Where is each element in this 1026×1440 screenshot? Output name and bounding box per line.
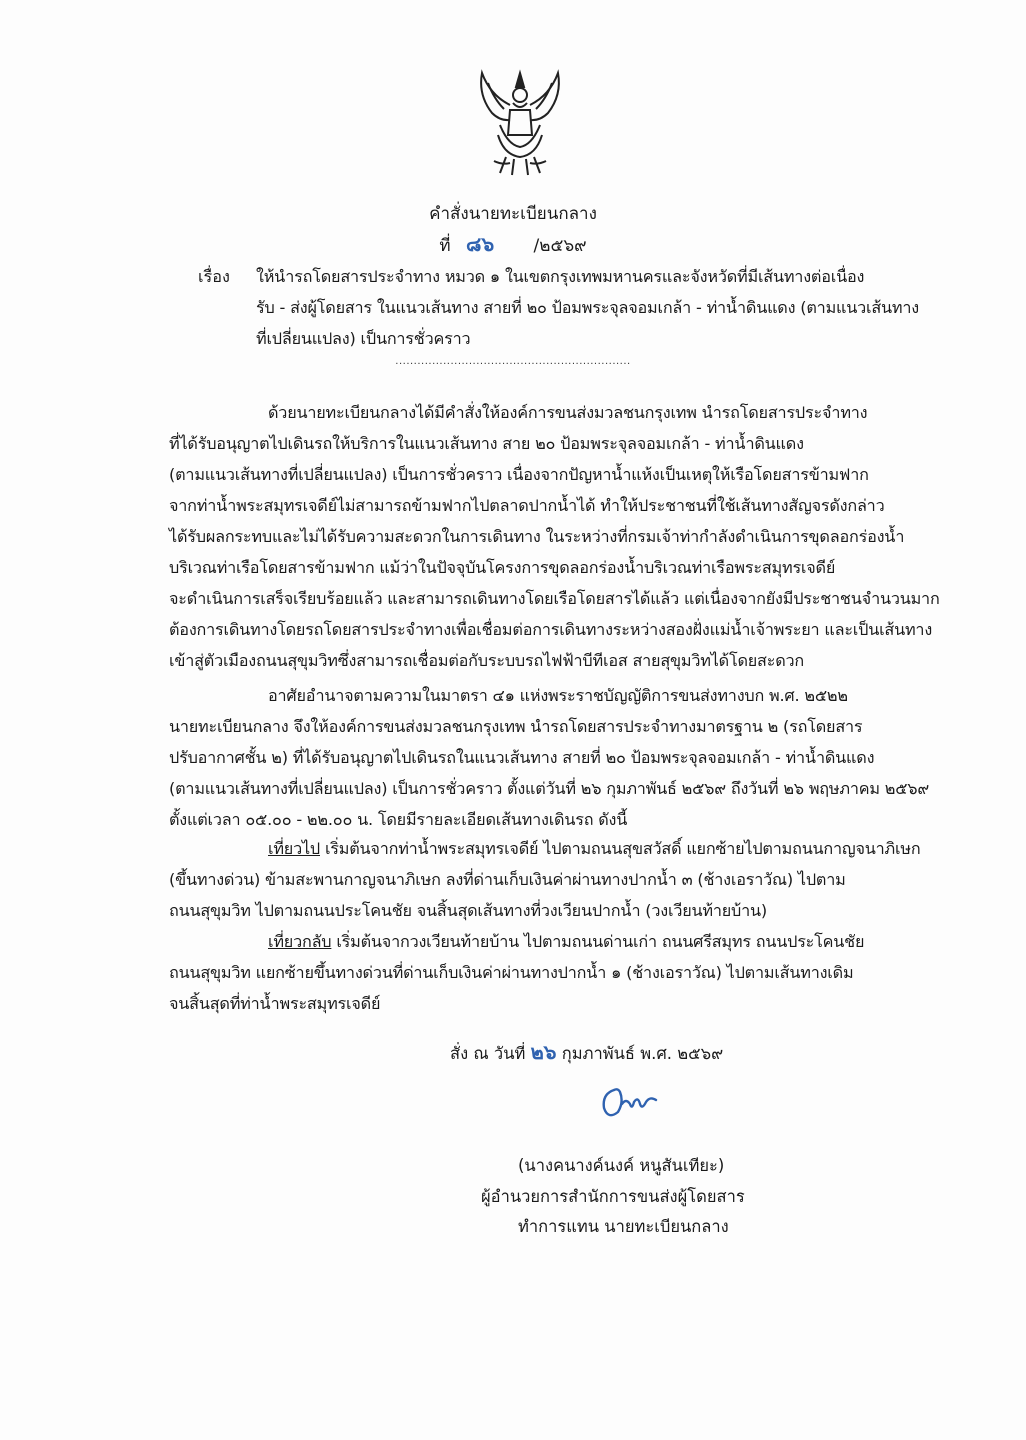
return-text: เริ่มต้นจากวงเวียนท้ายบ้าน ไปตามถนนด่านเก่า ถนนศรีสมุทร ถนนประโคนชัย [331,932,865,951]
document-title: คำสั่งนายทะเบียนกลาง [429,204,597,224]
number-prefix: ที่ [439,236,451,256]
outbound-line: ถนนสุขุมวิท ไปตามถนนประโคนชัย จนสิ้นสุดเส้นทางที่วงเวียนปากน้ำ (วงเวียนท้ายบ้าน) [169,901,767,920]
document-number [0,228,1026,260]
subject-label: เรื่อง [198,267,230,286]
paragraph1-line: ต้องการเดินทางโดยรถโดยสารประจำทางเพื่อเชื่อมต่อการเดินทางระหว่างสองฝั่งแม่น้ำเจ้าพระยา และเป็นเส้นทาง [169,620,933,639]
paragraph1-line: ด้วยนายทะเบียนกลางได้มีคำสั่งให้องค์การขนส่งมวลชนกรุงเทพ นำรถโดยสารประจำทาง [268,403,868,422]
paragraph2-line: (ตามแนวเส้นทางที่เปลี่ยนแปลง) เป็นการชั่วคราว ตั้งแต่วันที่ ๒๖ กุมภาพันธ์ ๒๕๖๙ ถึงวันที่ ๒๖ พฤษภาคม ๒๕๖๙ [169,779,930,798]
paragraph1-line: จากท่าน้ำพระสมุทรเจดีย์ไม่สามารถข้ามฟากไปตลาดปากน้ำได้ ทำให้ประชาชนที่ใช้เส้นทางสัญจรดังกล่าว [169,496,885,515]
subject-line: ให้นำรถโดยสารประจำทาง หมวด ๑ ในเขตกรุงเทพมหานครและจังหวัดที่มีเส้นทางต่อเนื่อง [256,267,865,286]
paragraph2-line: อาศัยอำนาจตามความในมาตรา ๔๑ แห่งพระราชบัญญัติการขนส่งทางบก พ.ศ. ๒๕๒๒ [268,686,848,705]
order-date [450,1036,723,1068]
handwritten-number: ๘๖ [466,232,495,256]
outbound-line [268,836,920,862]
return-line: ถนนสุขุมวิท แยกซ้ายขึ้นทางด่วนที่ด่านเก็บเงินค่าผ่านทางปากน้ำ ๑ (ช้างเอราวัณ) ไปตามเส้นทางเดิม [169,963,854,982]
date-suffix: กุมภาพันธ์ พ.ศ. ๒๕๖๙ [556,1044,724,1063]
subject-line: ที่เปลี่ยนแปลง) เป็นการชั่วคราว [256,329,471,348]
subject-line: รับ - ส่งผู้โดยสาร ในแนวเส้นทาง สายที่ ๒๐ ป้อมพระจุลจอมเกล้า - ท่าน้ำดินแดง (ตามแนวเส้นทาง [256,298,919,317]
paragraph1-line: ที่ได้รับอนุญาตไปเดินรถให้บริการในแนวเส้นทาง สาย ๒๐ ป้อมพระจุลจอมเกล้า - ท่าน้ำดินแดง [169,434,804,453]
return-line: จนสิ้นสุดที่ท่าน้ำพระสมุทรเจดีย์ [169,994,381,1013]
paragraph2-line: นายทะเบียนกลาง จึงให้องค์การขนส่งมวลชนกรุงเทพ นำรถโดยสารประจำทางมาตรฐาน ๒ (รถโดยสาร [169,717,863,736]
separator-dots: ................................................................ [395,356,631,367]
garuda-emblem-icon [470,65,570,180]
signature-icon [600,1082,660,1122]
handwritten-day: ๒๖ [530,1040,557,1064]
signer-name: (นางคนางค์นงค์ หนูสันเทียะ) [518,1156,725,1175]
paragraph1-line: (ตามแนวเส้นทางที่เปลี่ยนแปลง) เป็นการชั่วคราว เนื่องจากปัญหาน้ำแห้งเป็นเหตุให้เรือโดยสารข้ามฟาก [169,465,869,484]
return-label: เที่ยวกลับ [268,932,332,951]
paragraph1-line: ได้รับผลกระทบและไม่ได้รับความสะดวกในการเดินทาง ในระหว่างที่กรมเจ้าท่ากำลังดำเนินการขุดลอกร่องน้ำ [169,527,905,546]
paragraph1-line: จะดำเนินการเสร็จเรียบร้อยแล้ว และสามารถเดินทางโดยเรือโดยสารได้แล้ว แต่เนื่องจากยังมีประชาชนจำนวนมาก [169,589,940,608]
paragraph2-line: ตั้งแต่เวลา ๐๕.๐๐ - ๒๒.๐๐ น. โดยมีรายละเอียดเส้นทางเดินรถ ดังนี้ [169,810,628,829]
outbound-label: เที่ยวไป [268,839,320,858]
outbound-text: เริ่มต้นจากท่าน้ำพระสมุทรเจดีย์ ไปตามถนนสุขสวัสดิ์ แยกซ้ายไปตามถนนกาญจนาภิเษก [320,839,921,858]
paragraph2-line: ปรับอากาศชั้น ๒) ที่ได้รับอนุญาตไปเดินรถในแนวเส้นทาง สายที่ ๒๐ ป้อมพระจุลจอมเกล้า - ท่าน้ำดินแดง [169,748,875,767]
paragraph1-line: บริเวณท่าเรือโดยสารข้ามฟาก แม้ว่าในปัจจุบันโครงการขุดลอกร่องน้ำบริเวณท่าเรือพระสมุทรเจดีย์ [169,558,836,577]
return-line [268,929,864,955]
signer-acting-for: ทำการแทน นายทะเบียนกลาง [518,1217,729,1236]
signer-position: ผู้อำนวยการสำนักการขนส่งผู้โดยสาร [481,1187,745,1206]
outbound-line: (ขึ้นทางด่วน) ข้ามสะพานกาญจนาภิเษก ลงที่ด่านเก็บเงินค่าผ่านทางปากน้ำ ๓ (ช้างเอราวัณ) ไปตาม [169,870,846,889]
paragraph1-line: เข้าสู่ตัวเมืองถนนสุขุมวิทซึ่งสามารถเชื่อมต่อกับระบบรถไฟฟ้าบีทีเอส สายสุขุมวิทได้โดยสะดวก [169,651,805,670]
date-prefix: สั่ง ณ วันที่ [450,1044,531,1063]
number-year: /๒๕๖๙ [533,236,587,256]
